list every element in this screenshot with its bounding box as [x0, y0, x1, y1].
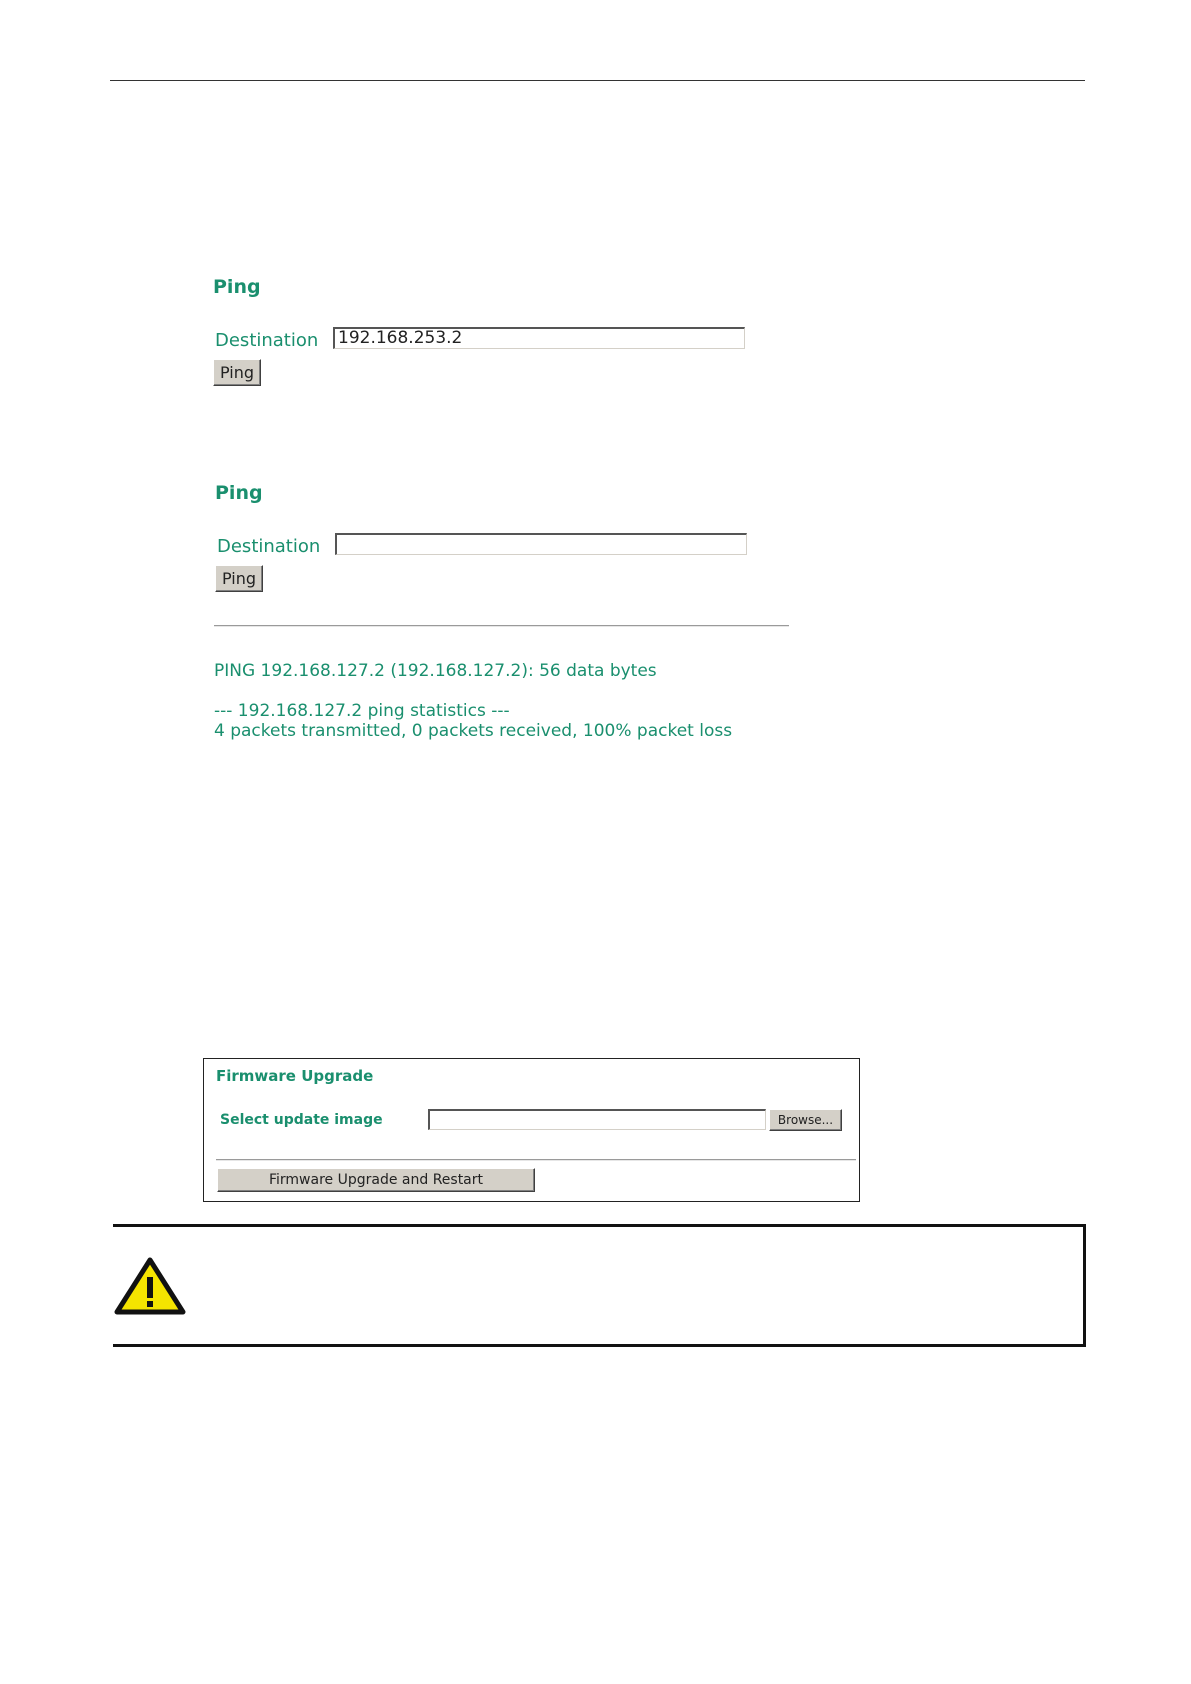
- destination-input-2[interactable]: [335, 533, 747, 555]
- file-path-input[interactable]: [428, 1109, 766, 1130]
- firmware-upgrade-title: Firmware Upgrade: [216, 1067, 374, 1085]
- header-rule: [110, 80, 1085, 81]
- ping-title-1: Ping: [213, 276, 261, 298]
- firmware-upgrade-restart-button[interactable]: Firmware Upgrade and Restart: [217, 1168, 535, 1192]
- firmware-upgrade-panel: [203, 1058, 860, 1202]
- select-image-label: Select update image: [220, 1112, 383, 1128]
- destination-label-2: Destination: [217, 536, 321, 557]
- destination-label-1: Destination: [215, 330, 319, 351]
- ping-button-1[interactable]: Ping: [213, 359, 261, 386]
- ping-output-line-2: --- 192.168.127.2 ping statistics ---: [214, 701, 510, 721]
- ping-output-line-1: PING 192.168.127.2 (192.168.127.2): 56 data bytes: [214, 661, 657, 681]
- browse-button[interactable]: Browse...: [769, 1109, 842, 1131]
- results-divider: [214, 625, 789, 627]
- destination-input-1[interactable]: 192.168.253.2: [333, 327, 745, 349]
- warning-triangle-icon: [114, 1256, 186, 1316]
- ping-title-2: Ping: [215, 482, 263, 504]
- firmware-divider: [216, 1159, 856, 1161]
- warning-box: [113, 1224, 1086, 1347]
- ping-output-line-3: 4 packets transmitted, 0 packets received, 100% packet loss: [214, 721, 733, 741]
- ping-button-2[interactable]: Ping: [215, 565, 263, 592]
